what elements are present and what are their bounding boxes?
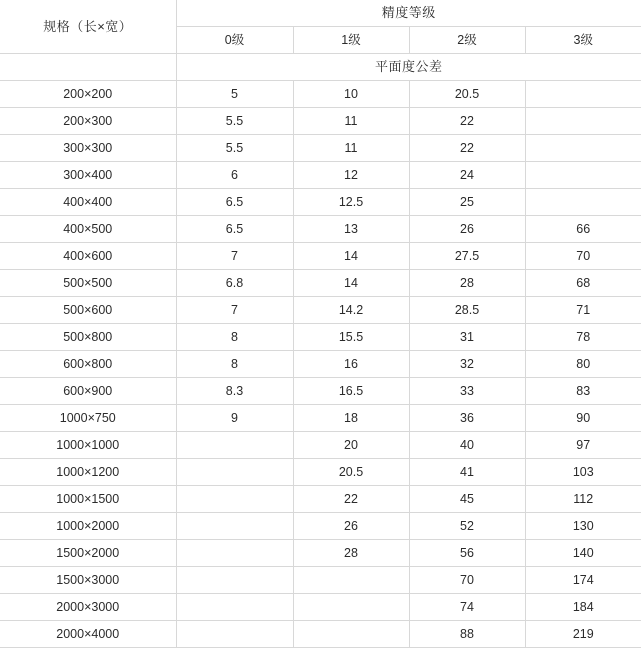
cell-spec: 1500×2000 [0, 540, 176, 567]
header-grade-3: 3级 [525, 27, 641, 54]
cell-spec: 200×200 [0, 81, 176, 108]
cell-grade-3 [525, 108, 641, 135]
cell-grade-1: 18 [293, 405, 409, 432]
cell-grade-3: 184 [525, 594, 641, 621]
cell-grade-0: 6 [176, 162, 293, 189]
table-row [0, 81, 641, 108]
cell-grade-1: 12.5 [293, 189, 409, 216]
cell-grade-1: 28 [293, 540, 409, 567]
cell-grade-2: 40 [409, 432, 525, 459]
cell-grade-1: 11 [293, 135, 409, 162]
table-row [0, 540, 641, 567]
table-row [0, 378, 641, 405]
header-flatness-tolerance: 平面度公差 [176, 54, 641, 81]
cell-grade-2: 31 [409, 324, 525, 351]
cell-grade-3: 70 [525, 243, 641, 270]
cell-grade-2: 22 [409, 108, 525, 135]
cell-grade-0: 5 [176, 81, 293, 108]
table-row [0, 567, 641, 594]
cell-grade-1: 11 [293, 108, 409, 135]
table-row [0, 189, 641, 216]
cell-grade-1: 14.2 [293, 297, 409, 324]
cell-grade-3: 68 [525, 270, 641, 297]
cell-grade-1: 10 [293, 81, 409, 108]
cell-spec: 2000×3000 [0, 594, 176, 621]
cell-grade-0: 5.5 [176, 108, 293, 135]
table-row [0, 270, 641, 297]
table-row [0, 297, 641, 324]
cell-grade-3: 219 [525, 621, 641, 648]
cell-grade-0 [176, 486, 293, 513]
cell-spec: 300×300 [0, 135, 176, 162]
cell-grade-0: 8.3 [176, 378, 293, 405]
cell-grade-3: 103 [525, 459, 641, 486]
cell-grade-0: 8 [176, 324, 293, 351]
cell-grade-1: 20 [293, 432, 409, 459]
cell-grade-3 [525, 135, 641, 162]
table-row [0, 162, 641, 189]
cell-grade-0 [176, 567, 293, 594]
cell-grade-1: 16 [293, 351, 409, 378]
cell-spec: 1000×1000 [0, 432, 176, 459]
cell-grade-2: 88 [409, 621, 525, 648]
header-precision-grade: 精度等级 [176, 0, 641, 27]
cell-spec: 500×800 [0, 324, 176, 351]
cell-spec: 500×600 [0, 297, 176, 324]
cell-grade-3: 112 [525, 486, 641, 513]
cell-grade-3: 71 [525, 297, 641, 324]
cell-grade-2: 28 [409, 270, 525, 297]
cell-spec: 400×500 [0, 216, 176, 243]
cell-grade-1: 13 [293, 216, 409, 243]
cell-grade-2: 28.5 [409, 297, 525, 324]
cell-grade-0 [176, 621, 293, 648]
cell-grade-3: 140 [525, 540, 641, 567]
cell-grade-2: 52 [409, 513, 525, 540]
cell-grade-3: 97 [525, 432, 641, 459]
table-row [0, 351, 641, 378]
cell-spec: 400×600 [0, 243, 176, 270]
cell-grade-2: 32 [409, 351, 525, 378]
header-grade-2: 2级 [409, 27, 525, 54]
cell-grade-2: 20.5 [409, 81, 525, 108]
table-row [0, 621, 641, 648]
cell-grade-2: 27.5 [409, 243, 525, 270]
cell-grade-3 [525, 81, 641, 108]
cell-grade-1 [293, 567, 409, 594]
table-row [0, 459, 641, 486]
cell-grade-1: 16.5 [293, 378, 409, 405]
cell-grade-2: 41 [409, 459, 525, 486]
table-row [0, 108, 641, 135]
cell-grade-3: 90 [525, 405, 641, 432]
cell-grade-1: 20.5 [293, 459, 409, 486]
cell-grade-2: 36 [409, 405, 525, 432]
cell-grade-0: 7 [176, 243, 293, 270]
cell-grade-2: 74 [409, 594, 525, 621]
cell-grade-1 [293, 621, 409, 648]
cell-spec: 300×400 [0, 162, 176, 189]
cell-grade-3: 80 [525, 351, 641, 378]
table-row [0, 216, 641, 243]
cell-grade-0: 9 [176, 405, 293, 432]
cell-grade-0 [176, 432, 293, 459]
cell-grade-2: 56 [409, 540, 525, 567]
cell-grade-1: 14 [293, 243, 409, 270]
cell-grade-0: 5.5 [176, 135, 293, 162]
cell-spec: 1000×2000 [0, 513, 176, 540]
table-row [0, 513, 641, 540]
cell-grade-3: 66 [525, 216, 641, 243]
cell-grade-0: 6.5 [176, 216, 293, 243]
cell-grade-0: 7 [176, 297, 293, 324]
cell-spec: 500×500 [0, 270, 176, 297]
header-spec: 规格（长×宽） [0, 0, 176, 54]
cell-grade-3 [525, 189, 641, 216]
cell-spec: 200×300 [0, 108, 176, 135]
cell-grade-3 [525, 162, 641, 189]
cell-spec: 1000×1500 [0, 486, 176, 513]
cell-grade-0 [176, 513, 293, 540]
header-grade-1: 1级 [293, 27, 409, 54]
cell-grade-1: 15.5 [293, 324, 409, 351]
cell-spec: 2000×4000 [0, 621, 176, 648]
cell-grade-0: 6.5 [176, 189, 293, 216]
header-spec-spacer [0, 54, 176, 81]
cell-grade-1: 12 [293, 162, 409, 189]
cell-grade-0 [176, 540, 293, 567]
cell-grade-2: 24 [409, 162, 525, 189]
table-row [0, 486, 641, 513]
table-header-row-3 [0, 54, 641, 81]
cell-spec: 1000×1200 [0, 459, 176, 486]
cell-grade-2: 70 [409, 567, 525, 594]
table-row [0, 432, 641, 459]
cell-spec: 1000×750 [0, 405, 176, 432]
cell-grade-2: 26 [409, 216, 525, 243]
table-row [0, 243, 641, 270]
cell-grade-2: 45 [409, 486, 525, 513]
cell-grade-0 [176, 459, 293, 486]
cell-spec: 400×400 [0, 189, 176, 216]
cell-grade-2: 22 [409, 135, 525, 162]
table-header-row-1 [0, 0, 641, 27]
table-row [0, 135, 641, 162]
cell-grade-1: 22 [293, 486, 409, 513]
cell-grade-2: 25 [409, 189, 525, 216]
cell-grade-1: 26 [293, 513, 409, 540]
cell-spec: 600×900 [0, 378, 176, 405]
table-row [0, 405, 641, 432]
cell-grade-3: 83 [525, 378, 641, 405]
cell-grade-3: 78 [525, 324, 641, 351]
cell-grade-3: 130 [525, 513, 641, 540]
header-grade-0: 0级 [176, 27, 293, 54]
cell-grade-1: 14 [293, 270, 409, 297]
table-row [0, 324, 641, 351]
cell-spec: 1500×3000 [0, 567, 176, 594]
cell-grade-3: 174 [525, 567, 641, 594]
cell-grade-0: 6.8 [176, 270, 293, 297]
cell-spec: 600×800 [0, 351, 176, 378]
cell-grade-2: 33 [409, 378, 525, 405]
cell-grade-0: 8 [176, 351, 293, 378]
